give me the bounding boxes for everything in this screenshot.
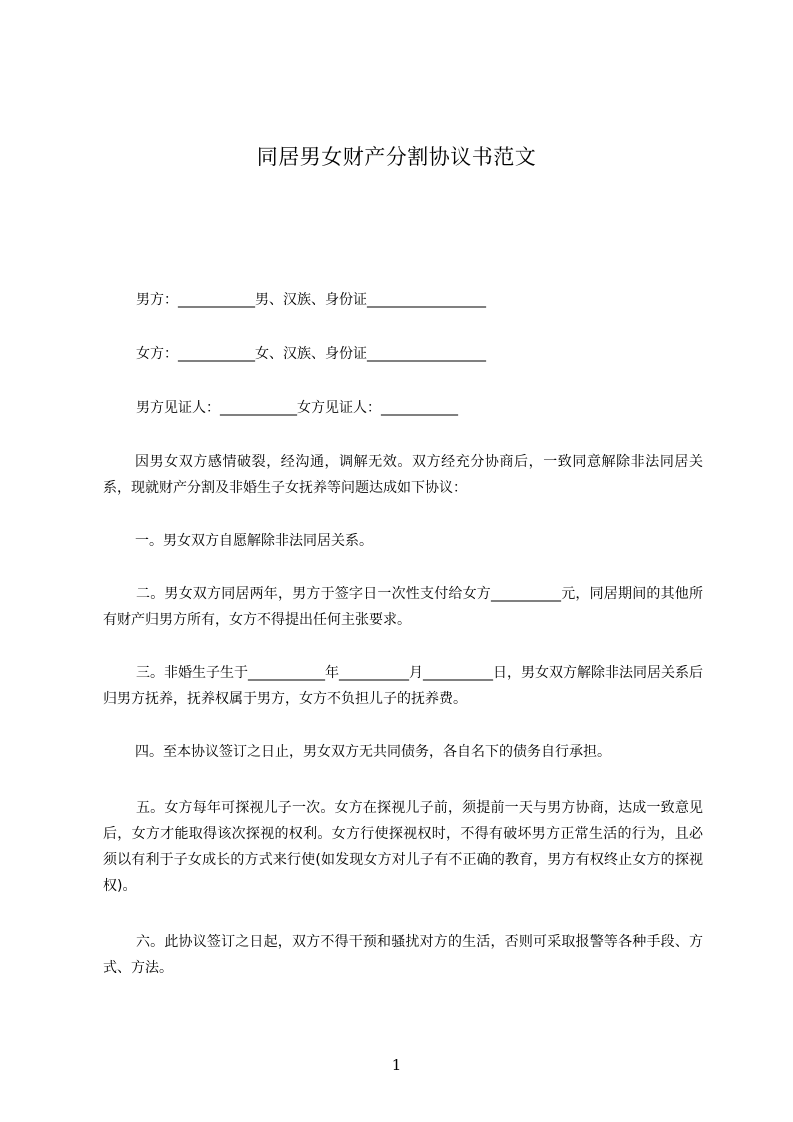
clause-4: 四。至本协议签订之日止，男女双方无共同债务，各自名下的债务自行承担。: [135, 744, 611, 760]
female-party-line: 女方：___________女、汉族、身份证_________________: [136, 346, 486, 362]
intro-paragraph: 因男女双方感情破裂，经沟通，调解无效。双方经充分协商后，一致同意解除非法同居关系，现就财产分割及非婚生子女抚养等问题达成如下协议：: [103, 454, 703, 496]
page-number: 1: [391, 1056, 402, 1074]
clause-3: 三。非婚生子生于___________年__________月__________日，男女双方解除非法同居关系后归男方抚养，抚养权属于男方，女方不负担儿子的抚养费。: [103, 665, 703, 707]
witness-line: 男方见证人：___________女方见证人：___________: [136, 400, 458, 416]
document-title: 同居男女财产分割协议书范文: [256, 145, 537, 169]
clause-1: 一。男女双方自愿解除非法同居关系。: [135, 533, 373, 549]
male-party-line: 男方：___________男、汉族、身份证_________________: [136, 292, 486, 308]
clause-5: 五。女方每年可探视儿子一次。女方在探视儿子前，须提前一天与男方协商，达成一致意见后，女方才能取得该次探视的权利。女方行使探视权时，不得有破坏男方正常生活的行为，且必须以有利于子女成长的方式来行使(如发现女方对儿子有不正确的教育，男方有权终止女方的探视权)。: [103, 800, 703, 894]
clause-6: 六。此协议签订之日起，双方不得干预和骚扰对方的生活，否则可采取报警等各种手段、方式、方法。: [103, 934, 703, 976]
clause-2: 二。男女双方同居两年，男方于签字日一次性支付给女方__________元，同居期间的其他所有财产归男方所有，女方不得提出任何主张要求。: [103, 586, 703, 628]
